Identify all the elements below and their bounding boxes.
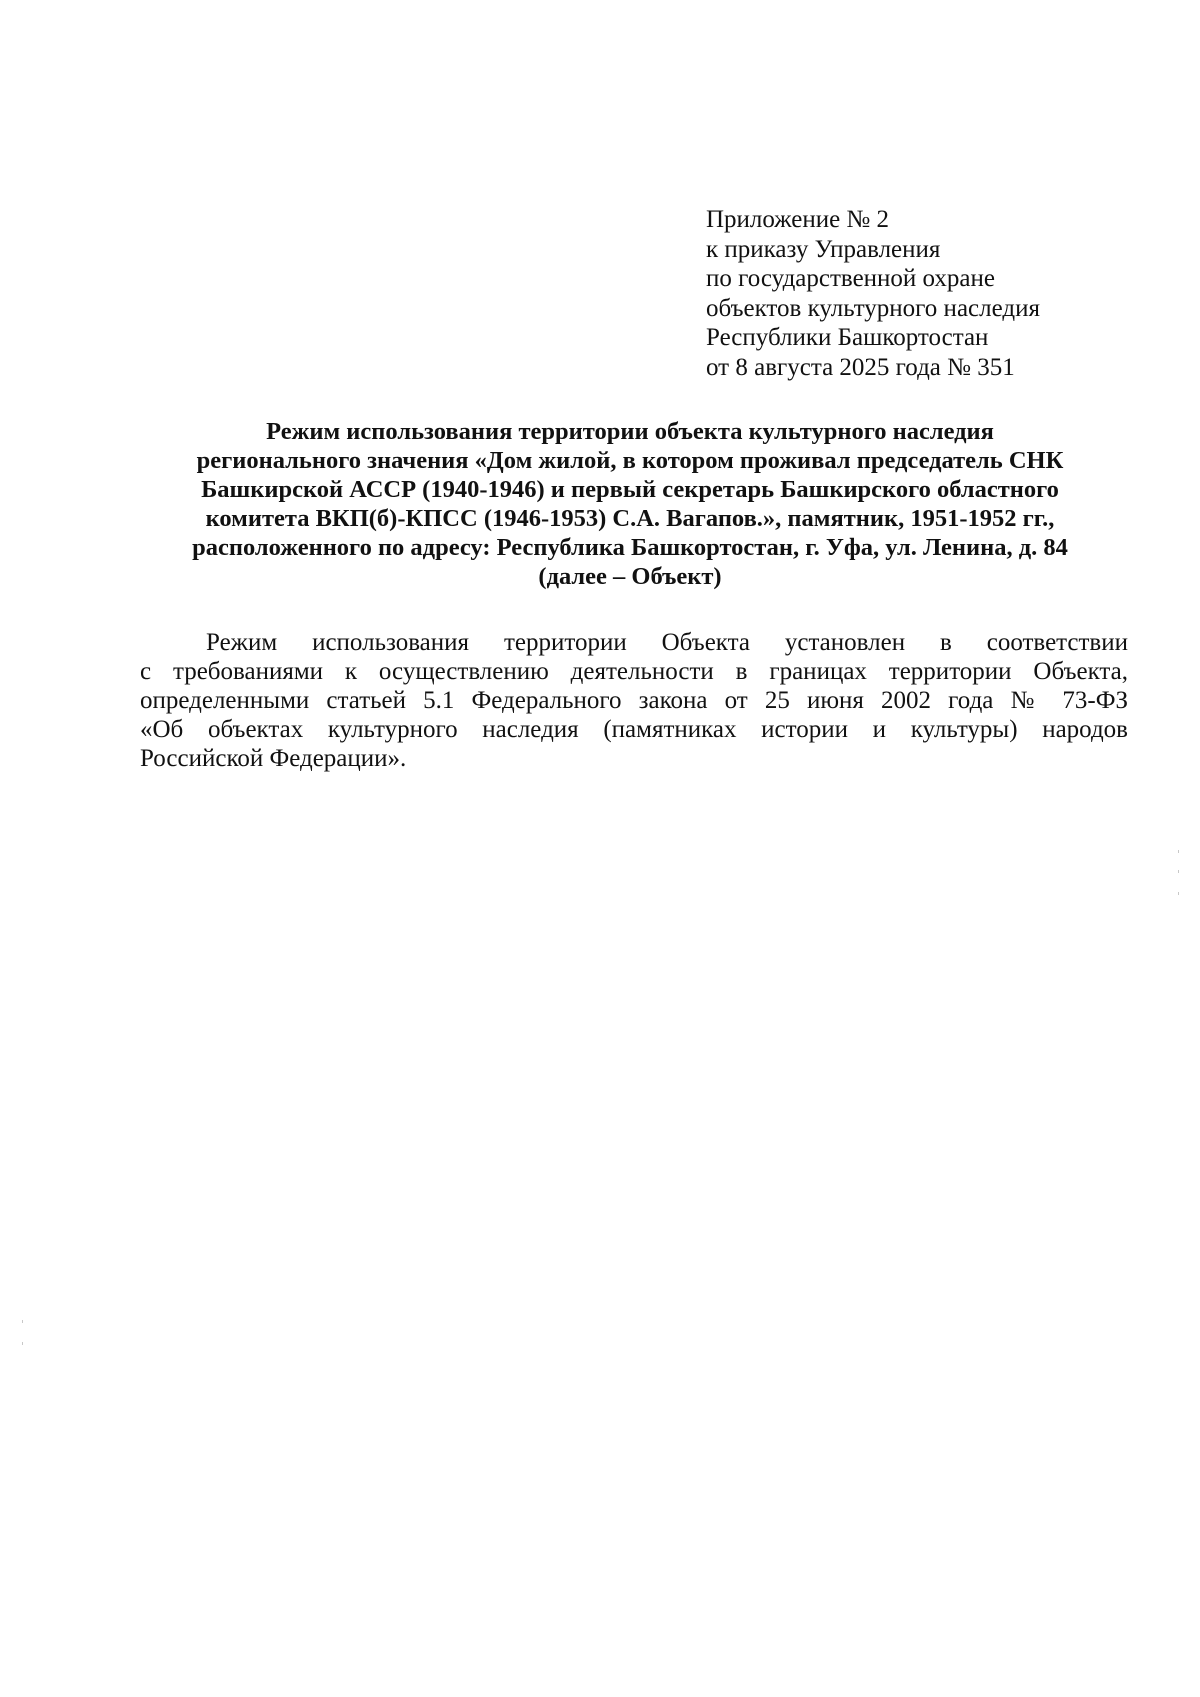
approval-line: Республики Башкортостан [706,324,989,351]
body-line: с требованиями к осуществлению деятельности в границах территории Объекта, [140,658,1128,685]
title-line: комитета ВКП(б)-КПСС (1946-1953) С.А. Вагапов.», памятник, 1951-1952 гг., [205,505,1055,532]
scan-artifact [1178,870,1179,873]
scan-artifact [1178,850,1179,853]
approval-line: Приложение № 2 [706,206,890,233]
title-line: (далее – Объект) [538,563,722,590]
body-line: определенными статьей 5.1 Федерального закона от 25 июня 2002 года № 73-ФЗ [140,687,1128,714]
scan-artifact [22,1342,23,1345]
approval-line: объектов культурного наследия [706,294,1040,322]
title-line: регионального значения «Дом жилой, в котором проживал председатель СНК [196,447,1064,474]
title-line: Режим использования территории объекта культурного наследия [266,418,994,445]
title-line: Башкирской АССР (1940-1946) и первый секретарь Башкирского областного [201,476,1059,503]
body-line: Российской Федерации». [140,745,407,772]
body-line: «Об объектах культурного наследия (памятниках истории и культуры) народов [140,716,1128,743]
body-line: Режим использования территории Объекта установлен в соответствии [206,629,1128,656]
approval-block [706,205,1146,382]
approval-line: от 8 августа 2025 года № 351 [706,353,1015,381]
scan-artifact [22,1320,23,1323]
document-title [140,417,1120,591]
approval-line: по государственной охране [706,265,996,292]
body-paragraph [140,628,1128,773]
title-line: расположенного по адресу: Республика Башкортостан, г. Уфа, ул. Ленина, д. 84 [192,534,1068,561]
approval-line: к приказу Управления [706,235,941,263]
scan-artifact [1178,892,1179,895]
